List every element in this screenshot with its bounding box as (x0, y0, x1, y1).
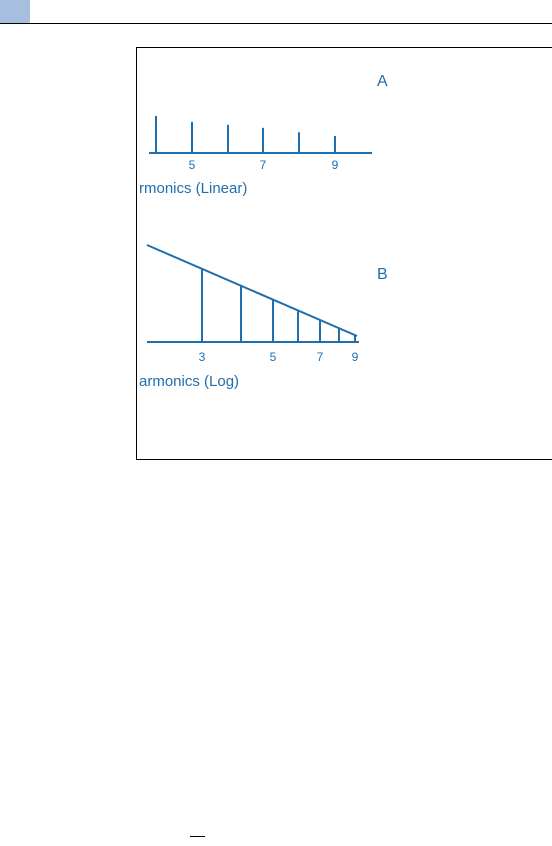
panel-b-letter: B (377, 266, 388, 283)
panel-b (139, 245, 388, 390)
panel-a-letter: A (377, 73, 388, 90)
panel-b-caption: armonics (Log) (139, 373, 240, 390)
panel-a-caption: rmonics (Linear) (139, 180, 248, 197)
panel-b-tick-9: 9 (351, 350, 359, 364)
panel-a-tick-7: 7 (259, 158, 267, 172)
figure-frame (136, 47, 552, 460)
header-color-tab (0, 0, 30, 24)
panel-b-tick-5: 5 (269, 350, 277, 364)
header-rule (0, 23, 552, 24)
panel-a-tick-5: 5 (188, 158, 196, 172)
panel-b-tick-7: 7 (316, 350, 324, 364)
harmonics-figure (137, 48, 552, 460)
panel-a (139, 73, 388, 197)
footer-rule-mark (190, 836, 205, 837)
panel-b-envelope (147, 245, 357, 336)
panel-a-tick-9: 9 (331, 158, 339, 172)
panel-b-tick-3: 3 (198, 350, 206, 364)
panel-a-spectral-lines (156, 116, 335, 153)
